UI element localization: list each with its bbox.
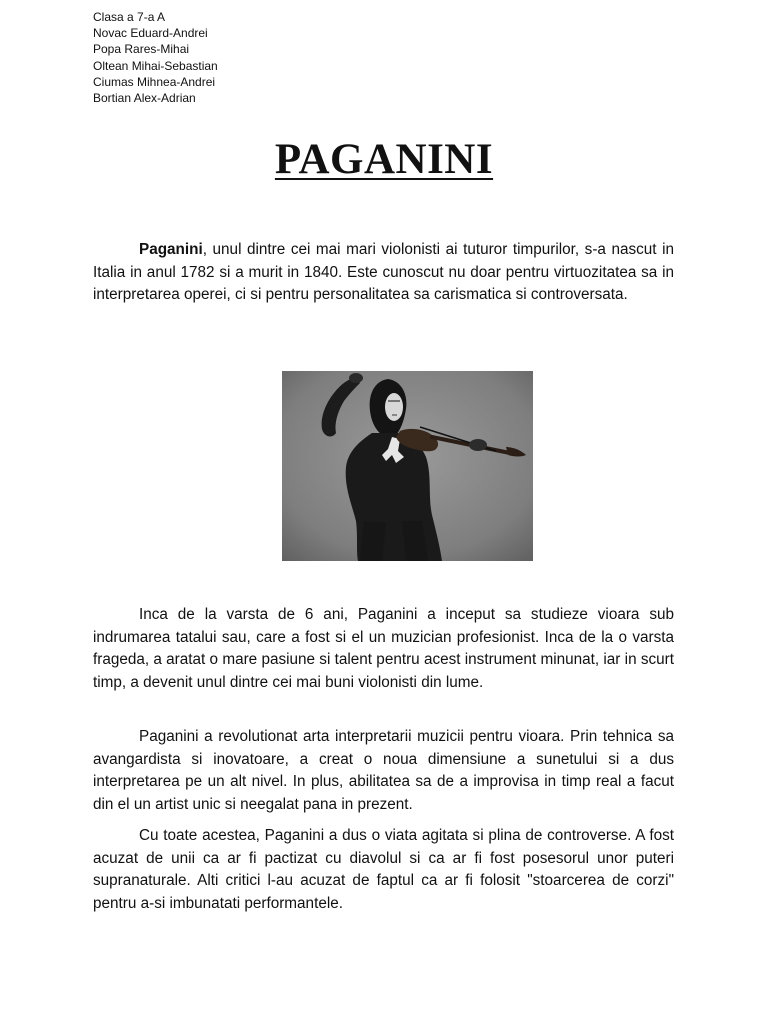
body-paragraph: Inca de la varsta de 6 ani, Paganini a inceput sa studieze vioara sub indrumarea tatalui sau, care a fost si el un muzician profesionist. Inca de la o varsta frageda, a aratat o mare pasiune si talent pentru acest instrument minunat, iar in scurt timp, a devenit unul dintre cei mai buni violonisti din lume.: [93, 606, 674, 692]
class-line: Clasa a 7-a A: [93, 10, 166, 24]
paganini-photo: [282, 371, 533, 561]
intro-bold-name: Paganini: [139, 241, 203, 258]
author-name: Oltean Mihai-Sebastian: [93, 58, 218, 73]
intro-text: , unul dintre cei mai mari violonisti ai tuturor timpurilor, s-a nascut in Italia in anul 1782 si a murit in 1840. Este cunoscut nu doar pentru virtuozitatea sa in interpretarea operei, ci si pentru personalitatea sa carismatica si controversata.: [93, 241, 674, 304]
page-title: PAGANINI: [274, 136, 494, 183]
author-name: Novac Eduard-Andrei: [93, 26, 208, 41]
author-name: Popa Rares-Mihai: [93, 42, 190, 57]
body-paragraph: Cu toate acestea, Paganini a dus o viata agitata si plina de controverse. A fost acuzat de unii ca ar fi pactizat cu diavolul si ca ar fi fost posesorul unor puteri supranaturale. Alti critici l-au acuzat de faptul ca ar fi folosit "stoarcerea de corzi" pentru a-si imbunatati performantele.: [93, 827, 674, 913]
author-name: Bortian Alex-Adrian: [93, 91, 196, 106]
intro-paragraph: [93, 239, 674, 307]
author-list: [93, 9, 218, 106]
body-paragraph: Paganini a revolutionat arta interpretarii muzicii pentru vioara. Prin tehnica sa avangardista si inovatoare, a creat o noua dimensiune a sunetului si a dus interpretarea pe un alt nivel. In plus, abilitatea sa de a improvisa in timp real a facut din el un artist unic si neegalat pana in prezent.: [93, 728, 674, 814]
author-name: Ciumas Mihnea-Andrei: [93, 74, 216, 89]
